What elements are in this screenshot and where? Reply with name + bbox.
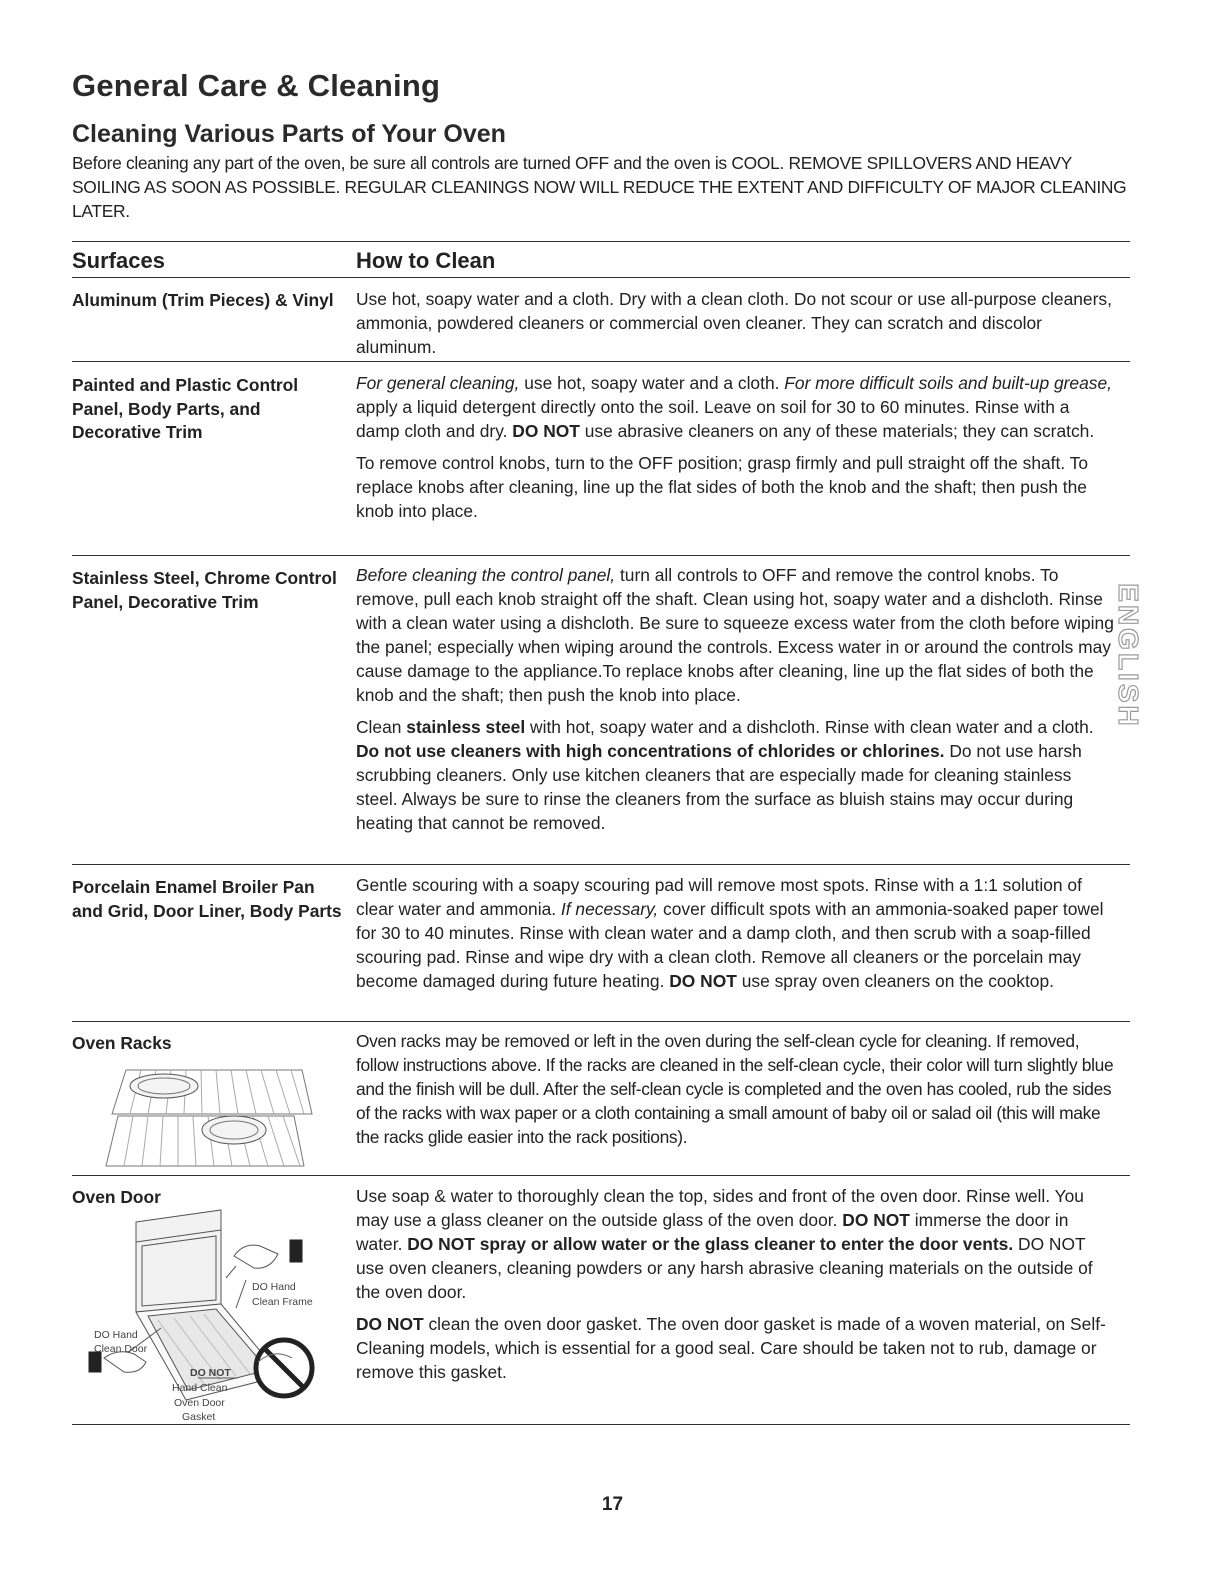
bold-text: DO NOT bbox=[356, 1314, 424, 1334]
label-gasket-line2: Hand Clean bbox=[172, 1382, 228, 1394]
label-frame-line1: DO Hand bbox=[252, 1281, 296, 1293]
bold-text: DO NOT bbox=[669, 971, 737, 991]
text: use hot, soapy water and a cloth. bbox=[519, 373, 785, 393]
row-divider bbox=[72, 1021, 1130, 1022]
surface-painted-plastic: Painted and Plastic Control Panel, Body Parts, and Decorative Trim bbox=[72, 375, 299, 442]
label-gasket-line1: DO NOT bbox=[190, 1367, 231, 1379]
bold-text: DO NOT spray or allow water or the glass cleaner to enter the door vents. bbox=[407, 1234, 1014, 1254]
section-heading: Cleaning Various Parts of Your Oven bbox=[72, 120, 506, 148]
instructions-oven-door bbox=[356, 1184, 1116, 1392]
paragraph bbox=[356, 1184, 1116, 1304]
language-side-tab bbox=[1113, 583, 1144, 729]
italic-text: For more difficult soils and built-up grease, bbox=[784, 373, 1112, 393]
surface-aluminum: Aluminum (Trim Pieces) & Vinyl bbox=[72, 290, 334, 310]
column-header-how-to-clean: How to Clean bbox=[356, 248, 496, 273]
bold-text: stainless steel bbox=[406, 717, 526, 737]
text: Use soap & water to thoroughly clean the top, sides and front of the oven door. Rinse well. You may use a glass cleaner on the outside glass of the oven door. bbox=[356, 1186, 1084, 1230]
row-divider bbox=[72, 864, 1130, 865]
paragraph: Oven racks may be removed or left in the oven during the self-clean cycle for cleaning. If removed, follow instructions above. If the racks are cleaned in the self-clean cycle, their color will turn slightly blue and the finish will be dull. After the self-clean cycle is completed and the oven has cooled, rub the sides of the racks with wax paper or a cloth containing a small amount of baby oil or salad oil (this will make the racks glide easier into the rack positions). bbox=[356, 1031, 1114, 1147]
paragraph bbox=[356, 873, 1116, 993]
surface-oven-door: Oven Door bbox=[72, 1187, 161, 1207]
surface-stainless-steel: Stainless Steel, Chrome Control Panel, Decorative Trim bbox=[72, 568, 337, 612]
row-divider bbox=[72, 361, 1130, 362]
italic-text: If necessary, bbox=[560, 899, 659, 919]
text: cover difficult spots with an ammonia-soaked paper towel for 30 to 40 minutes. Rinse with clean water and a damp cloth, and then scrub with a soap-filled scouring pad. Rinse and wipe dry with a clean cloth. Remove all cleaners or the porcelain may become damaged during future heating. bbox=[356, 899, 1104, 991]
text: DO NOT use oven cleaners, cleaning powders or any harsh abrasive cleaning materials on the outside of the oven door. bbox=[356, 1234, 1093, 1302]
paragraph bbox=[356, 715, 1116, 835]
text: turn all controls to OFF and remove the control knobs. To remove, pull each knob straight off the shaft. Clean using hot, soapy water and a dishcloth. Rinse with a clean water using a dishcloth. Be sure to squeeze excess water from the cloth before wiping the panel; especially when wiping around the controls. Excess water in or around the controls may cause damage to the appliance.To replace knobs after cleaning, line up the flat sides of both the knob and the shaft; then push the knob into place. bbox=[356, 565, 1114, 705]
text: Clean bbox=[356, 717, 407, 737]
oven-door-illustration bbox=[86, 1208, 336, 1426]
paragraph: Use hot, soapy water and a cloth. Dry with a clean cloth. Do not scour or use all-purpose cleaners, ammonia, powdered cleaners or commercial oven cleaner. They can scratch and discolor aluminum. bbox=[356, 289, 1112, 357]
bold-text: Do not use cleaners with high concentrations of chlorides or chlorines. bbox=[356, 741, 945, 761]
text: Do not use harsh scrubbing cleaners. Only use kitchen cleaners that are especially made for cleaning stainless steel. Always be sure to rinse the cleaners from the surface as bluish stains may occur during heating that cannot be removed. bbox=[356, 741, 1082, 833]
instructions-porcelain bbox=[356, 873, 1116, 1001]
text: Gentle scouring with a soapy scouring pad will remove most spots. Rinse with a 1:1 solution of clear water and ammonia. bbox=[356, 875, 1082, 919]
italic-text: Before cleaning the control panel, bbox=[356, 565, 616, 585]
side-tab-label: ENGLISH bbox=[1113, 583, 1144, 729]
bold-text: DO NOT bbox=[512, 421, 580, 441]
instructions-oven-racks bbox=[356, 1029, 1116, 1157]
italic-text: For general cleaning, bbox=[356, 373, 520, 393]
label-gasket-line4: Gasket bbox=[182, 1411, 216, 1423]
page-number: 17 bbox=[601, 1494, 624, 1515]
table-top-rule bbox=[72, 241, 1130, 242]
row-divider bbox=[72, 1175, 1130, 1176]
row-divider bbox=[72, 555, 1130, 556]
paragraph bbox=[356, 371, 1116, 443]
surface-oven-racks: Oven Racks bbox=[72, 1033, 172, 1053]
label-door-line1: DO Hand bbox=[94, 1329, 138, 1341]
text: with hot, soapy water and a dishcloth. Rinse with clean water and a cloth. bbox=[525, 717, 1094, 737]
paragraph bbox=[356, 1312, 1116, 1384]
label-gasket-line3: Oven Door bbox=[174, 1397, 225, 1409]
header-rule bbox=[72, 277, 1130, 278]
text: immerse the door in water. bbox=[356, 1210, 1069, 1254]
page-heading: General Care & Cleaning bbox=[72, 68, 441, 103]
oven-racks-illustration bbox=[96, 1064, 326, 1172]
instructions-aluminum bbox=[356, 287, 1116, 367]
paragraph bbox=[356, 563, 1116, 707]
text: use spray oven cleaners on the cooktop. bbox=[736, 971, 1054, 991]
label-door-line2: Clean Door bbox=[94, 1343, 148, 1355]
surface-porcelain: Porcelain Enamel Broiler Pan and Grid, Door Liner, Body Parts bbox=[72, 877, 342, 921]
table-bottom-rule bbox=[72, 1424, 1130, 1425]
instructions-stainless-steel bbox=[356, 563, 1116, 843]
instructions-painted-plastic bbox=[356, 371, 1116, 531]
paragraph: To remove control knobs, turn to the OFF position; grasp firmly and pull straight off the shaft. To replace knobs after cleaning, line up the flat sides of both the knob and the shaft; then push the knob into place. bbox=[356, 453, 1089, 521]
text: use abrasive cleaners on any of these materials; they can scratch. bbox=[579, 421, 1095, 441]
text: apply a liquid detergent directly onto the soil. Leave on soil for 30 to 60 minutes. Rinse with a damp cloth and dry. bbox=[356, 397, 1070, 441]
label-frame-line2: Clean Frame bbox=[252, 1296, 313, 1308]
intro-paragraph: Before cleaning any part of the oven, be sure all controls are turned OFF and the oven is COOL. REMOVE SPILLOVERS AND HEAVY SOILING AS SOON AS POSSIBLE. REGULAR CLEANINGS NOW WILL REDUCE THE EXTENT AND DIFFICULTY OF MAJOR CLEANING LATER. bbox=[72, 153, 1127, 221]
text: clean the oven door gasket. The oven door gasket is made of a woven material, on Self-Cleaning models, which is essential for a good seal. Care should be taken not to rub, damage or remove this gasket. bbox=[356, 1314, 1106, 1382]
bold-text: DO NOT bbox=[842, 1210, 910, 1230]
column-header-surfaces: Surfaces bbox=[72, 248, 165, 273]
